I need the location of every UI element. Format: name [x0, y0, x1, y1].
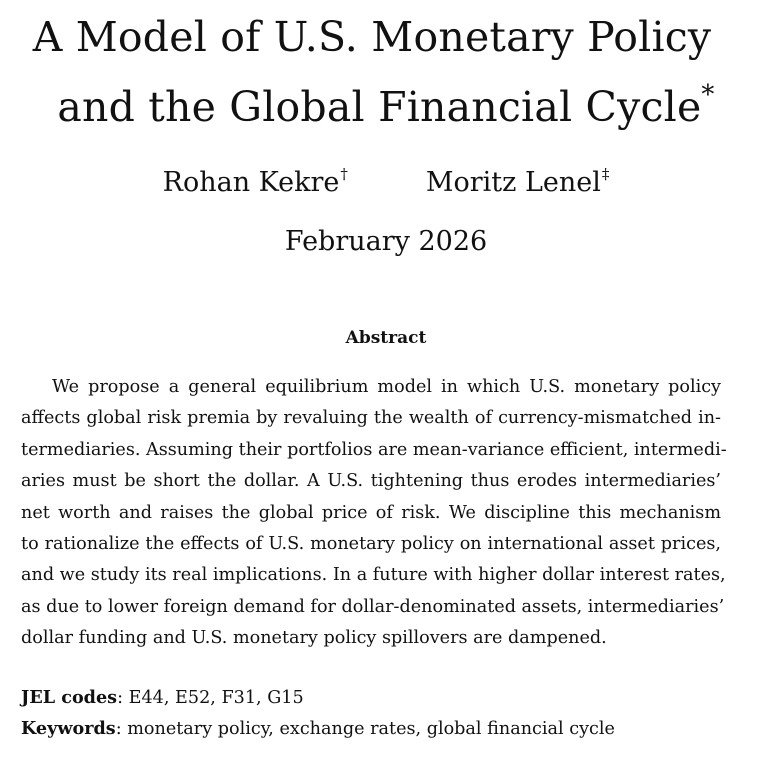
jel-codes-separator: : [117, 688, 124, 708]
jel-codes-label: JEL codes [21, 687, 118, 708]
jel-codes-value: E44, E52, F31, G15 [128, 688, 304, 708]
keywords-value: monetary policy, exchange rates, global financial cycle [127, 719, 615, 739]
paper-date: February 2026 [284, 226, 488, 257]
abstract-line: as due to lower foreign demand for dollar-denominated assets, intermediaries’ [21, 596, 725, 617]
author-name: Moritz Lenel [425, 167, 601, 198]
author-2 [425, 165, 610, 198]
author-1 [162, 165, 348, 198]
abstract-line: We propose a general equilibrium model in which U.S. monetary policy [52, 377, 721, 397]
abstract-line: dollar funding and U.S. monetary policy spillovers are dampened. [21, 628, 607, 649]
title-line-2-text: and the Global Financial Cycle [57, 83, 702, 131]
keywords-separator: : [115, 719, 122, 739]
keywords-label: Keywords [21, 718, 116, 739]
abstract-line: termediaries. Assuming their portfolios are mean-variance efficient, intermedi- [21, 439, 727, 460]
abstract-heading: Abstract [345, 328, 427, 348]
abstract-body [21, 372, 727, 655]
abstract-line: affects global risk premia by revaluing the wealth of currency-mismatched in- [21, 408, 721, 429]
title-footnote-mark: * [701, 80, 715, 110]
author-list [0, 165, 772, 198]
abstract-line: to rationalize the effects of U.S. monetary policy on international asset prices, [21, 533, 721, 554]
author-footnote-mark: † [340, 165, 348, 183]
keywords [21, 720, 615, 739]
abstract-line: aries must be short the dollar. A U.S. tightening thus erodes intermediaries’ [21, 471, 721, 492]
author-footnote-mark: ‡ [601, 165, 610, 183]
abstract-line: and we study its real implications. In a future with higher dollar interest rates, [21, 565, 726, 586]
title-line-2 [0, 80, 772, 131]
jel-codes [21, 689, 304, 708]
author-name: Rohan Kekre [162, 167, 340, 198]
title-line-1: A Model of U.S. Monetary Policy [32, 13, 712, 61]
abstract-line: net worth and raises the global price of risk. We discipline this mechanism [21, 502, 721, 523]
